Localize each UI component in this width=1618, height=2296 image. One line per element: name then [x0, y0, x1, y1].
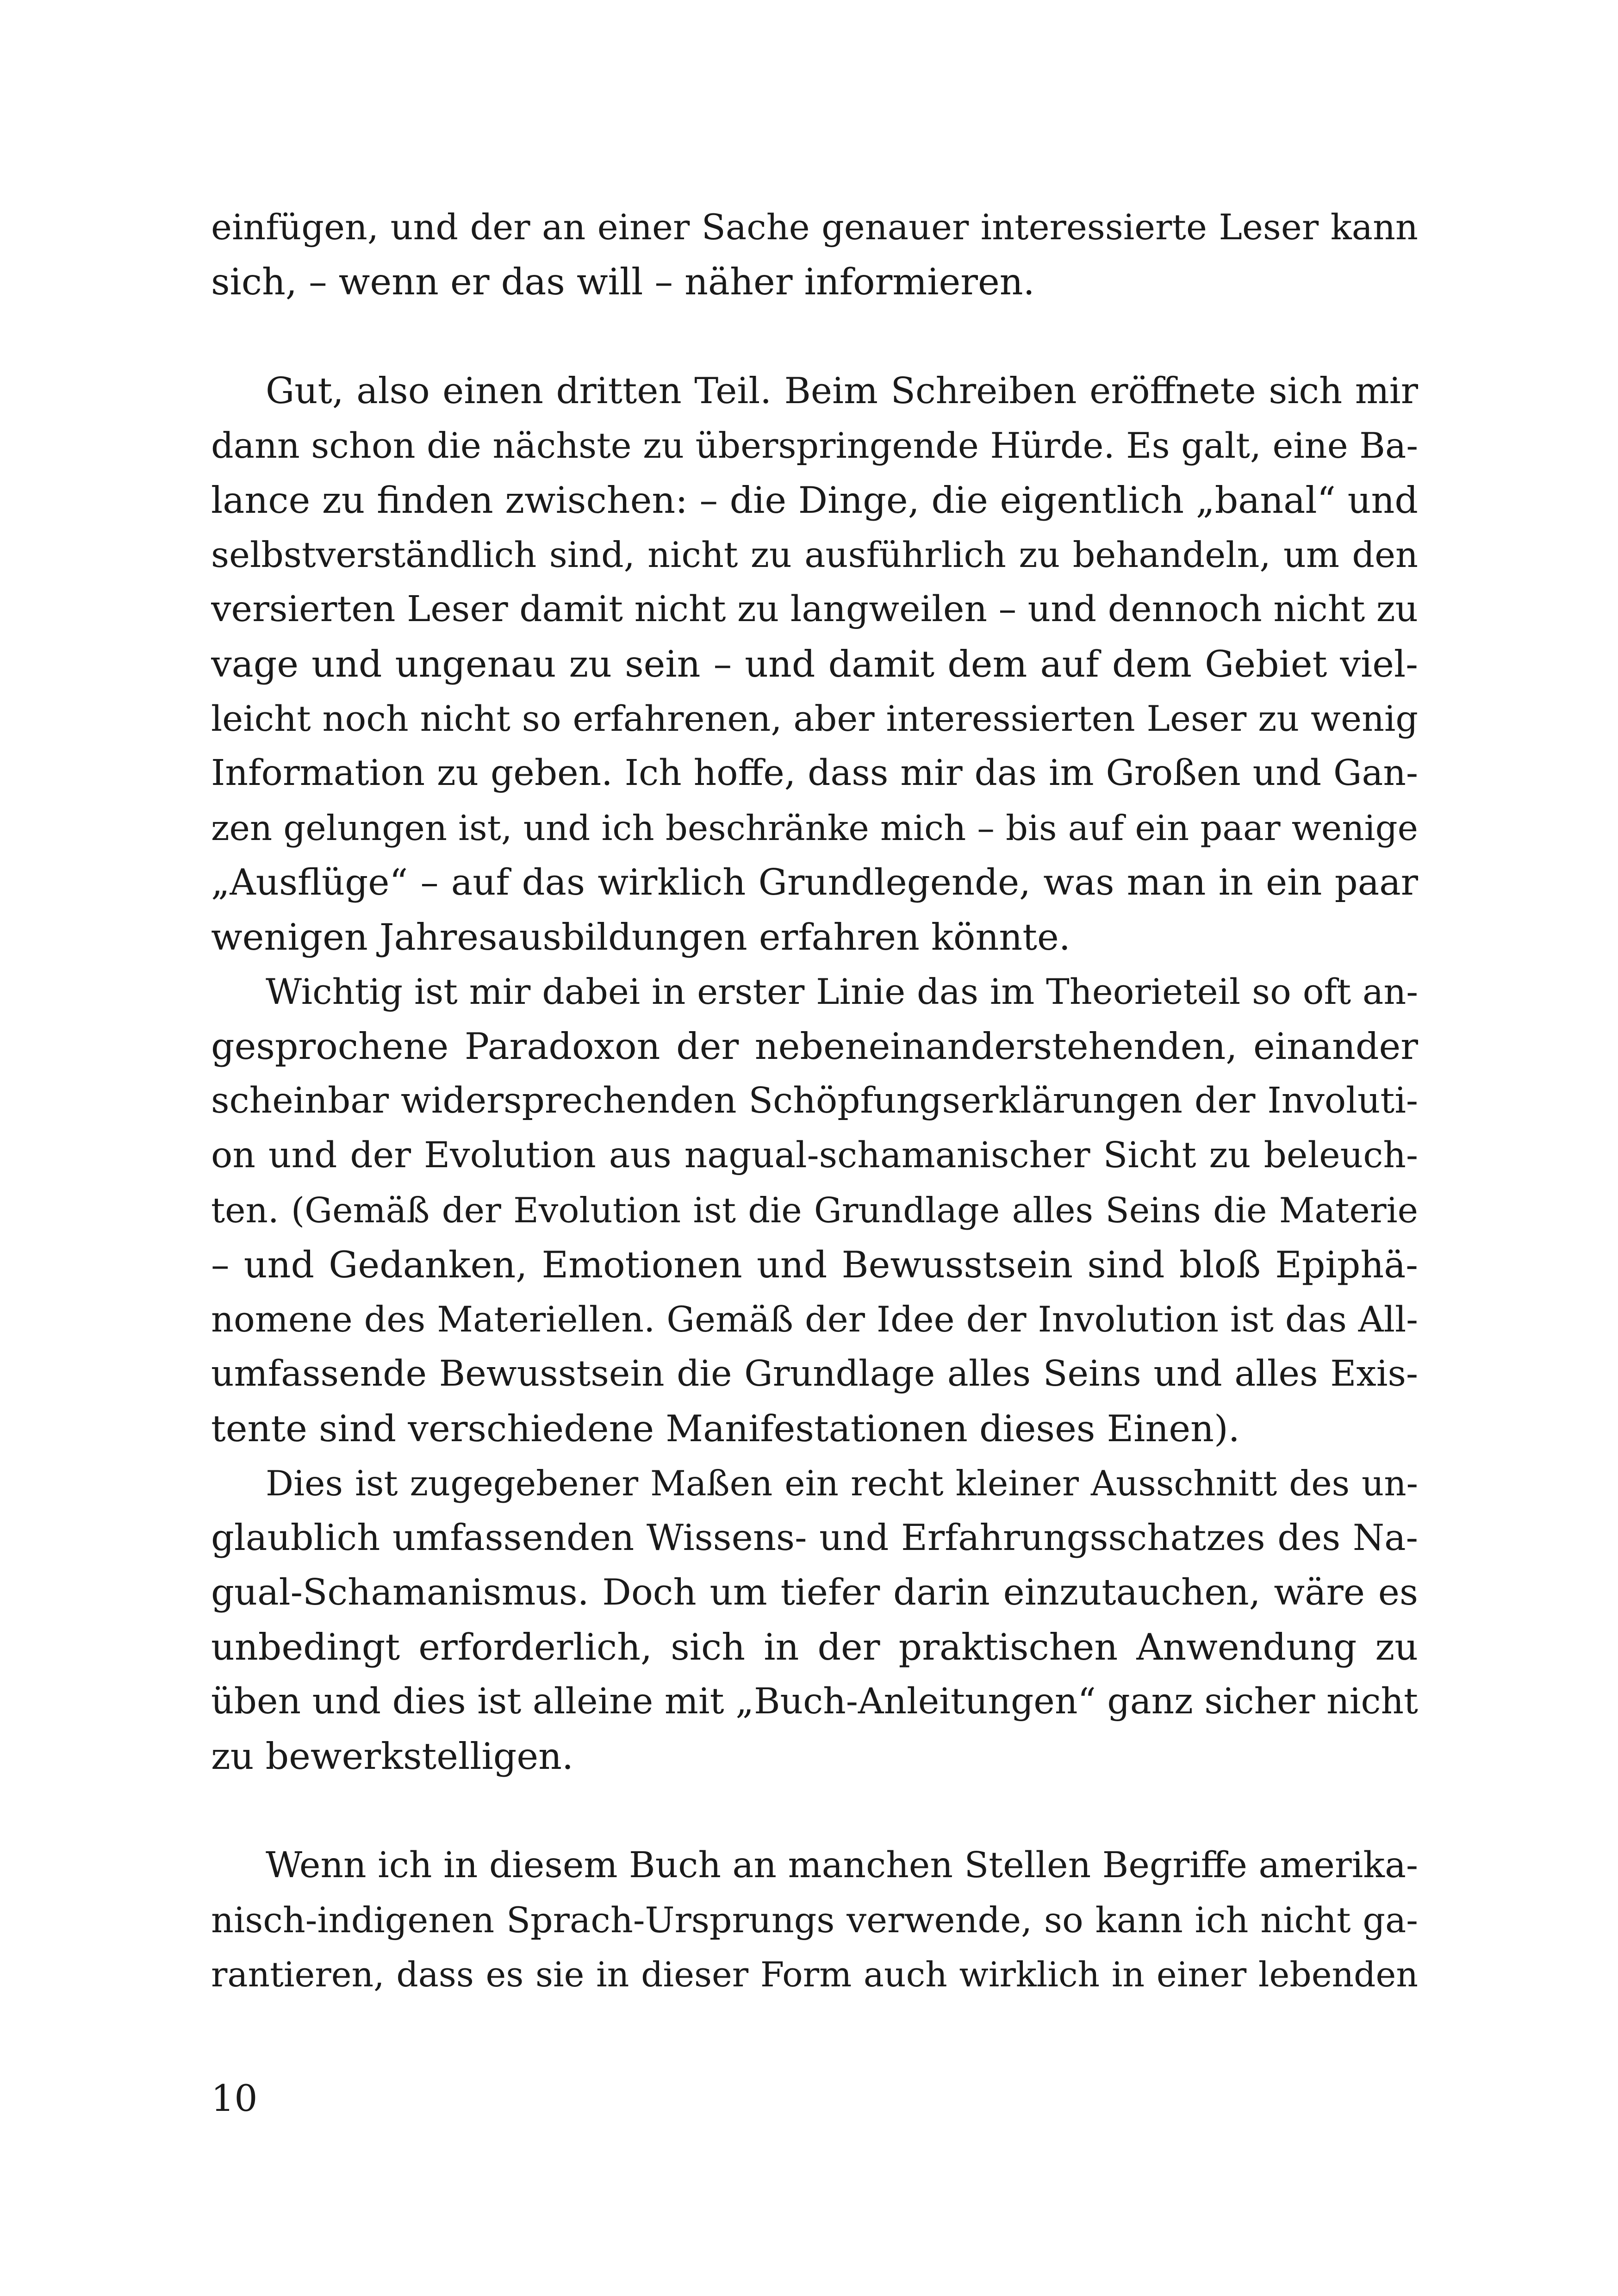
- text-line: versierten Leser damit nicht zu langweilen – und dennoch nicht zu: [211, 589, 1418, 630]
- text-line: Dies ist zugegebener Maßen ein recht kleiner Ausschnitt des un-: [266, 1463, 1418, 1504]
- text-line: tente sind verschiedene Manifestationen dieses Einen).: [211, 1407, 1240, 1450]
- text-line: „Ausflüge“ – auf das wirklich Grundlegende, was man in ein paar: [211, 862, 1418, 903]
- text-line: umfassende Bewusstsein die Grundlage alles Seins und alles Exis-: [211, 1353, 1418, 1394]
- text-line: rantieren, dass es sie in dieser Form auch wirklich in einer lebenden: [211, 1955, 1418, 1995]
- text-line: unbedingt erforderlich, sich in der praktischen Anwendung zu: [211, 1626, 1418, 1668]
- paragraph: [211, 964, 1418, 1456]
- text-line: einfügen, und der an einer Sache genauer interessierte Leser kann: [211, 206, 1418, 248]
- text-line: Wenn ich in diesem Buch an manchen Stellen Begriffe amerika-: [266, 1845, 1418, 1886]
- text-line: gual-Schamanismus. Doch um tiefer darin einzutauchen, wäre es: [211, 1572, 1418, 1613]
- text-line: Gut, also einen dritten Teil. Beim Schreiben eröffnete sich mir: [266, 370, 1418, 412]
- text-line: dann schon die nächste zu überspringende Hürde. Es galt, eine Ba-: [211, 425, 1418, 466]
- text-line: Wichtig ist mir dabei in erster Linie das im Theorieteil so oft an-: [266, 971, 1418, 1012]
- text-line: vage und ungenau zu sein – und damit dem auf dem Gebiet viel-: [211, 643, 1418, 685]
- page-number: 10: [211, 2077, 258, 2120]
- text-line: on und der Evolution aus nagual-schamanischer Sicht zu beleuch-: [211, 1135, 1418, 1176]
- text-line: üben und dies ist alleine mit „Buch-Anleitungen“ ganz sicher nicht: [211, 1681, 1418, 1722]
- text-line: – und Gedanken, Emotionen und Bewusstsein sind bloß Epiphä-: [211, 1244, 1418, 1286]
- text-line: nisch-indigenen Sprach-Ursprungs verwende, so kann ich nicht ga-: [211, 1899, 1418, 1941]
- text-line: sich, – wenn er das will – näher informieren.: [211, 261, 1035, 303]
- text-line: selbstverständlich sind, nicht zu ausführlich zu behandeln, um den: [211, 534, 1418, 575]
- text-line: scheinbar widersprechenden Schöpfungserklärungen der Involuti-: [211, 1080, 1418, 1121]
- paragraph: [211, 200, 1418, 309]
- text-line: Information zu geben. Ich hoffe, dass mir das im Großen und Gan-: [211, 753, 1418, 794]
- text-line: nomene des Materiellen. Gemäß der Idee der Involution ist das All-: [211, 1299, 1418, 1340]
- paragraph: [211, 1838, 1418, 2002]
- paragraph: [211, 364, 1418, 964]
- paragraph-gap: [211, 1784, 1418, 1838]
- text-line: zen gelungen ist, und ich beschränke mich – bis auf ein paar wenige: [211, 808, 1418, 848]
- text-line: ten. (Gemäß der Evolution ist die Grundlage alles Seins die Materie: [211, 1190, 1418, 1231]
- text-line: leicht noch nicht so erfahrenen, aber interessierten Leser zu wenig: [211, 698, 1418, 739]
- body-text: [211, 200, 1418, 2002]
- text-line: wenigen Jahresausbildungen erfahren könnte.: [211, 916, 1070, 958]
- paragraph-gap: [211, 309, 1418, 364]
- text-line: lance zu finden zwischen: – die Dinge, die eigentlich „banal“ und: [211, 479, 1418, 522]
- text-line: glaublich umfassenden Wissens- und Erfahrungsschatzes des Na-: [211, 1517, 1418, 1559]
- text-line: zu bewerkstelligen.: [211, 1735, 574, 1778]
- text-line: gesprochene Paradoxon der nebeneinanderstehenden, einander: [211, 1025, 1418, 1068]
- paragraph: [211, 1456, 1418, 1784]
